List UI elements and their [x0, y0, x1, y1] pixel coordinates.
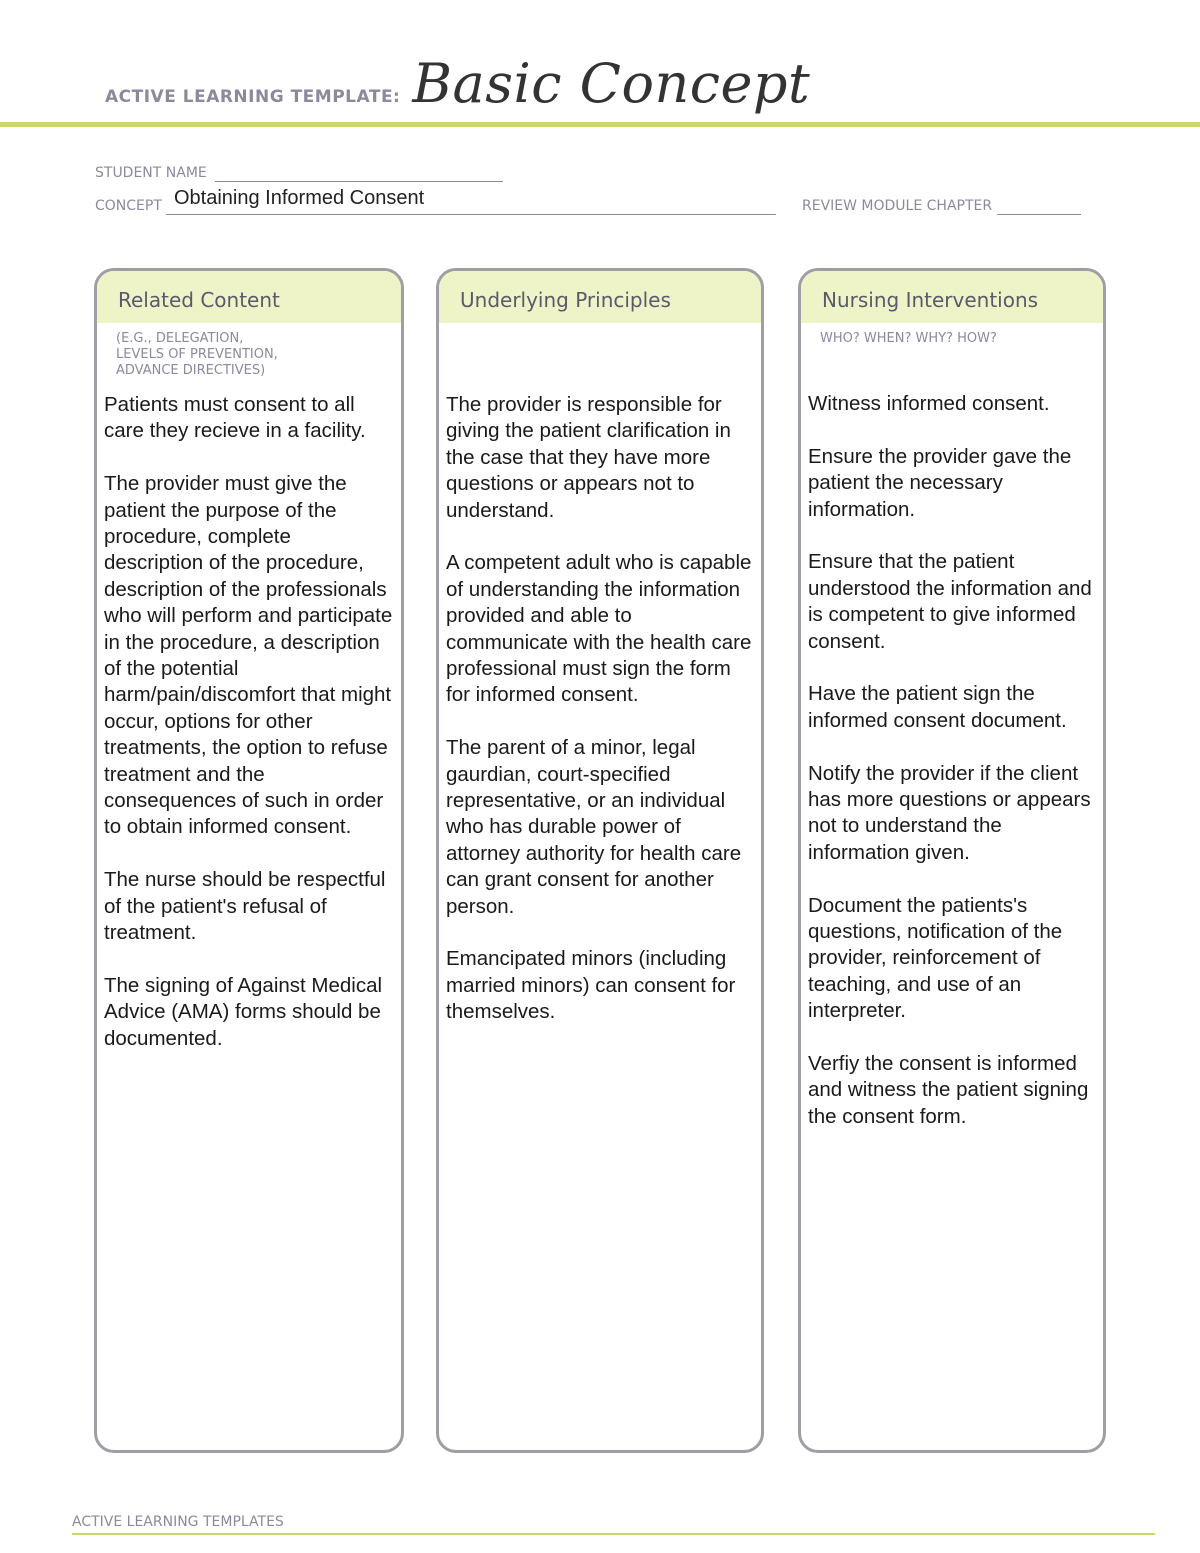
student-name-label: STUDENT NAME: [95, 165, 207, 181]
concept-label: CONCEPT: [95, 198, 162, 214]
related-content-panel: [94, 268, 404, 1453]
footer-label: ACTIVE LEARNING TEMPLATES: [72, 1514, 284, 1530]
review-module-row: [802, 198, 1081, 215]
panel-title: Underlying Principles: [439, 271, 761, 323]
panel-paragraph: Witness informed consent.: [808, 392, 1050, 415]
panel-paragraph: Have the patient sign the informed consent document.: [808, 682, 1067, 732]
panel-paragraph: Patients must consent to all care they recieve in a facility.: [104, 393, 366, 443]
page-title: Basic Concept: [412, 52, 811, 115]
panel-body[interactable]: [104, 392, 393, 1079]
panel-paragraph: The nurse should be respectful of the patient's refusal of treatment.: [104, 868, 386, 945]
header-divider: [0, 122, 1200, 127]
panel-body[interactable]: [808, 391, 1095, 1157]
underlying-principles-panel: [436, 268, 764, 1453]
panel-title: Related Content: [97, 271, 401, 323]
panel-paragraph: Verfiy the consent is informed and witness the patient signing the consent form.: [808, 1052, 1089, 1128]
panel-paragraph: The provider is responsible for giving the patient clarification in the case that they have more questions or appears not to understand.: [446, 393, 731, 522]
panel-body[interactable]: [446, 392, 753, 1052]
header-label: ACTIVE LEARNING TEMPLATE:: [105, 87, 401, 107]
panel-paragraph: The parent of a minor, legal gaurdian, court-specified representative, or an individual who has durable power of attorney authority for health care can grant consent for another person.: [446, 736, 742, 918]
template-header: [105, 52, 1105, 122]
panel-paragraph: Ensure the provider gave the patient the necessary information.: [808, 444, 1072, 521]
panel-paragraph: Notify the provider if the client has more questions or appears not to understand the information given.: [808, 761, 1091, 864]
panel-paragraph: The provider must give the patient the purpose of the procedure, complete description of the procedure, description of the professionals who will perform and participate in the procedure, a description of the potential harm/pain/discomfort that might occur, options for other treatments, the option to refuse treatment and the consequences of such in order to obtain informed consent.: [104, 472, 393, 839]
panel-title: Nursing Interventions: [801, 271, 1103, 323]
panel-subtitle: WHO? WHEN? WHY? HOW?: [820, 331, 997, 346]
student-name-field[interactable]: [215, 165, 503, 182]
panel-paragraph: A competent adult who is capable of understanding the information provided and able to communicate with the health care professional must sign the form for informed consent.: [446, 551, 752, 707]
review-module-label: REVIEW MODULE CHAPTER: [802, 198, 993, 214]
student-name-row: [95, 165, 503, 182]
panel-subtitle: (E.G., DELEGATION, LEVELS OF PREVENTION, ADVANCE DIRECTIVES): [116, 331, 278, 378]
panel-paragraph: Document the patients's questions, notification of the provider, reinforcement of teaching, and use of an interpreter.: [808, 893, 1063, 1023]
concept-value: Obtaining Informed Consent: [174, 187, 425, 209]
review-module-field[interactable]: [997, 198, 1081, 215]
nursing-interventions-panel: [798, 268, 1106, 1453]
panel-subtitle: [439, 323, 761, 331]
panel-paragraph: Emancipated minors (including married minors) can consent for themselves.: [446, 947, 736, 1024]
panel-paragraph: The signing of Against Medical Advice (AMA) forms should be documented.: [104, 973, 383, 1050]
panel-paragraph: Ensure that the patient understood the information and is competent to give informed consent.: [808, 550, 1092, 653]
footer-divider: [72, 1533, 1155, 1535]
